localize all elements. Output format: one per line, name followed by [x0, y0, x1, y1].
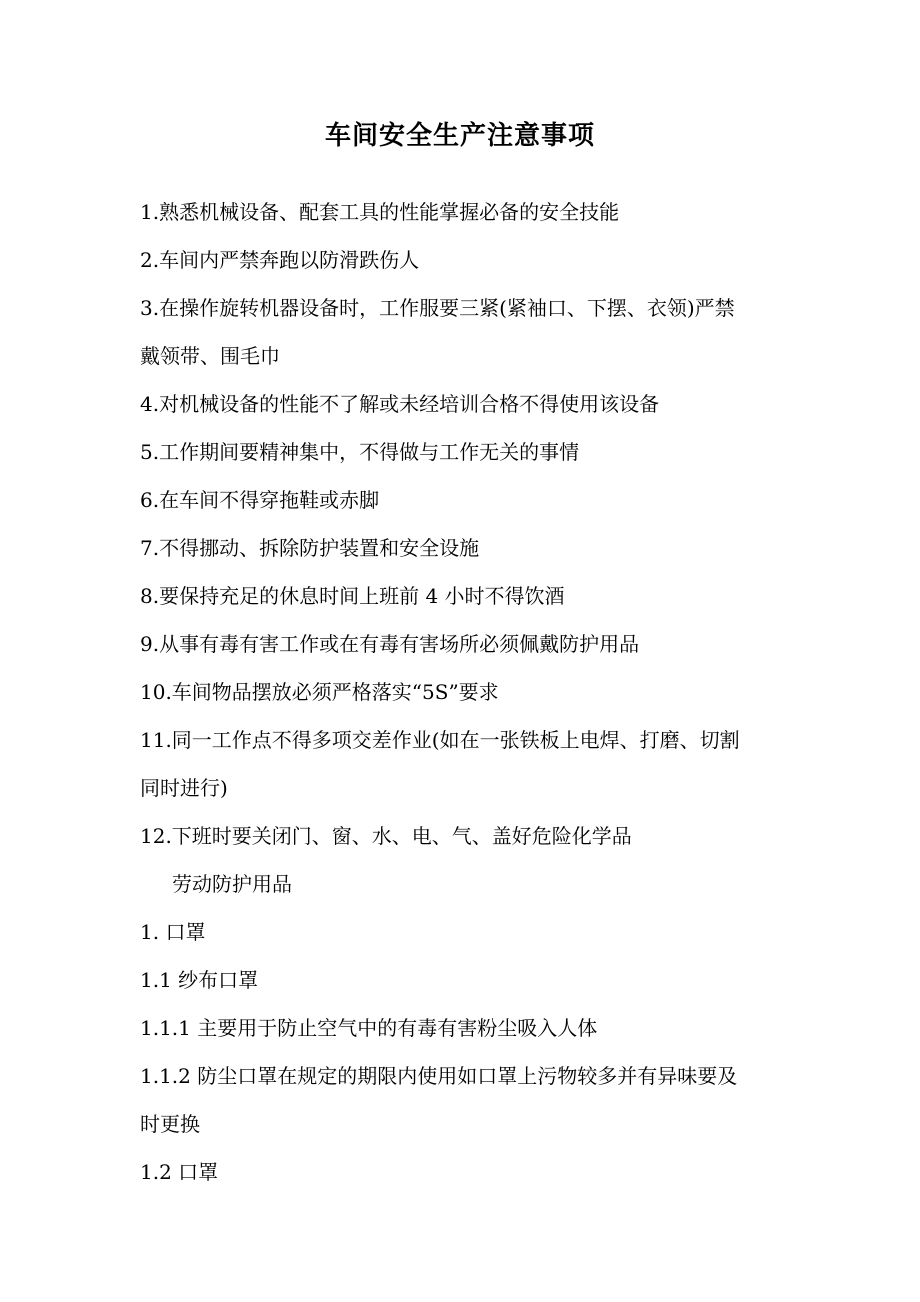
rule-3-continued: 戴领带、围毛巾: [140, 344, 280, 368]
rule-10: 10.车间物品摆放必须严格落实“5S”要求: [140, 680, 499, 704]
item-1-2: 1.2 口罩: [140, 1160, 219, 1184]
rule-2: 2.车间内严禁奔跑以防滑跌伤人: [140, 248, 420, 272]
rule-8: 8.要保持充足的休息时间上班前 4 小时不得饮酒: [140, 584, 565, 608]
rule-3: 3.在操作旋转机器设备时，工作服要三紧(紧袖口、下摆、衣领)严禁: [140, 296, 735, 320]
item-1-1-2: 1.1.2 防尘口罩在规定的期限内使用如口罩上污物较多并有异味要及: [140, 1064, 738, 1088]
section-heading: 劳动防护用品: [172, 872, 292, 896]
rule-11: 11.同一工作点不得多项交差作业(如在一张铁板上电焊、打磨、切割: [140, 728, 740, 752]
item-1-1-2-continued: 时更换: [140, 1112, 200, 1136]
rule-11-continued: 同时进行): [140, 776, 228, 800]
rule-7: 7.不得挪动、拆除防护装置和安全设施: [140, 536, 480, 560]
rule-6: 6.在车间不得穿拖鞋或赤脚: [140, 488, 380, 512]
rule-1: 1.熟悉机械设备、配套工具的性能掌握必备的安全技能: [140, 200, 620, 224]
item-1-1-1: 1.1.1 主要用于防止空气中的有毒有害粉尘吸入人体: [140, 1016, 598, 1040]
rule-12: 12.下班时要关闭门、窗、水、电、气、盖好危险化学品: [140, 824, 632, 848]
rule-5: 5.工作期间要精神集中，不得做与工作无关的事情: [140, 440, 580, 464]
page-title: 车间安全生产注意事项: [324, 121, 595, 151]
item-1-1: 1.1 纱布口罩: [140, 968, 259, 992]
item-1: 1. 口罩: [140, 920, 206, 944]
document-body: [140, 188, 790, 1196]
rule-4: 4.对机械设备的性能不了解或未经培训合格不得使用该设备: [140, 392, 660, 416]
rule-9: 9.从事有毒有害工作或在有毒有害场所必须佩戴防护用品: [140, 632, 640, 656]
